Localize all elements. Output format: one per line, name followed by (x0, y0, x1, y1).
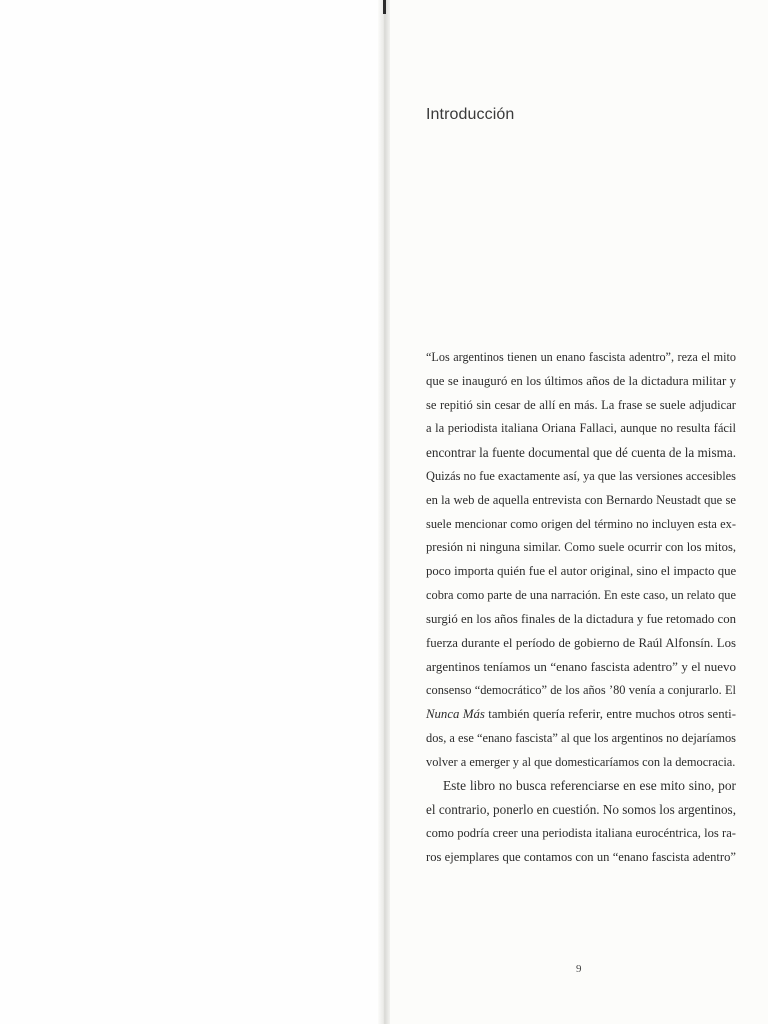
chapter-title: Introducción (426, 106, 515, 123)
text-line: poco importa quién fue el autor original, sino el impacto que (426, 564, 737, 579)
text-line: suele mencionar como origen del término no incluyen esta ex- (426, 516, 736, 531)
body-text (426, 346, 736, 870)
text-line: se repitió sin cesar de allí en más. La frase se suele adjudicar (426, 397, 736, 412)
text-line: que se inauguró en los últimos años de la dictadura militar y (426, 373, 736, 388)
text-line: en la web de aquella entrevista con Bernardo Neustadt que se (426, 492, 736, 507)
text-line: dos, a ese “enano fascista” al que los argentinos no dejaríamos (426, 730, 736, 745)
text-line-with-italic (426, 703, 736, 727)
text-line: presión ni ninguna similar. Como suele ocurrir con los mitos, (426, 540, 736, 555)
text-line: ros ejemplares que contamos con un “enano fascista adentro” (426, 849, 736, 864)
book-gutter (378, 0, 390, 1024)
italic-book-title: Nunca Más (426, 706, 485, 721)
text-line: a la periodista italiana Oriana Fallaci, aunque no resulta fácil (426, 421, 736, 436)
text-line: volver a emerger y al que domesticaríamos con la democracia. (426, 754, 736, 769)
text-line: Quizás no fue exactamente así, ya que las versiones accesibles (426, 468, 736, 483)
text-fragment: también quería referir, entre muchos otros senti- (484, 706, 736, 721)
text-line: “Los argentinos tienen un enano fascista adentro”, reza el mito (426, 350, 736, 364)
text-line: el contrario, ponerlo en cuestión. No somos los argentinos, (426, 802, 736, 818)
text-line: fuerza durante el período de gobierno de Raúl Alfonsín. Los (426, 635, 736, 650)
text-line: como podría creer una periodista italiana eurocéntrica, los ra- (426, 825, 736, 840)
text-line: cobra como parte de una narración. En este caso, un relato que (426, 587, 736, 602)
gutter-shadow (383, 0, 386, 14)
text-line: Este libro no busca referenciarse en ese mito sino, por (443, 778, 736, 794)
text-line: consenso “democrático” de los años ’80 venía a conjurarlo. El (426, 683, 736, 698)
text-line: surgió en los años finales de la dictadura y fue retomado con (426, 611, 736, 626)
page-number: 9 (576, 963, 582, 975)
text-line: argentinos teníamos un “enano fascista adentro” y el nuevo (426, 659, 736, 675)
text-line: encontrar la fuente documental que dé cuenta de la misma. (426, 445, 736, 461)
